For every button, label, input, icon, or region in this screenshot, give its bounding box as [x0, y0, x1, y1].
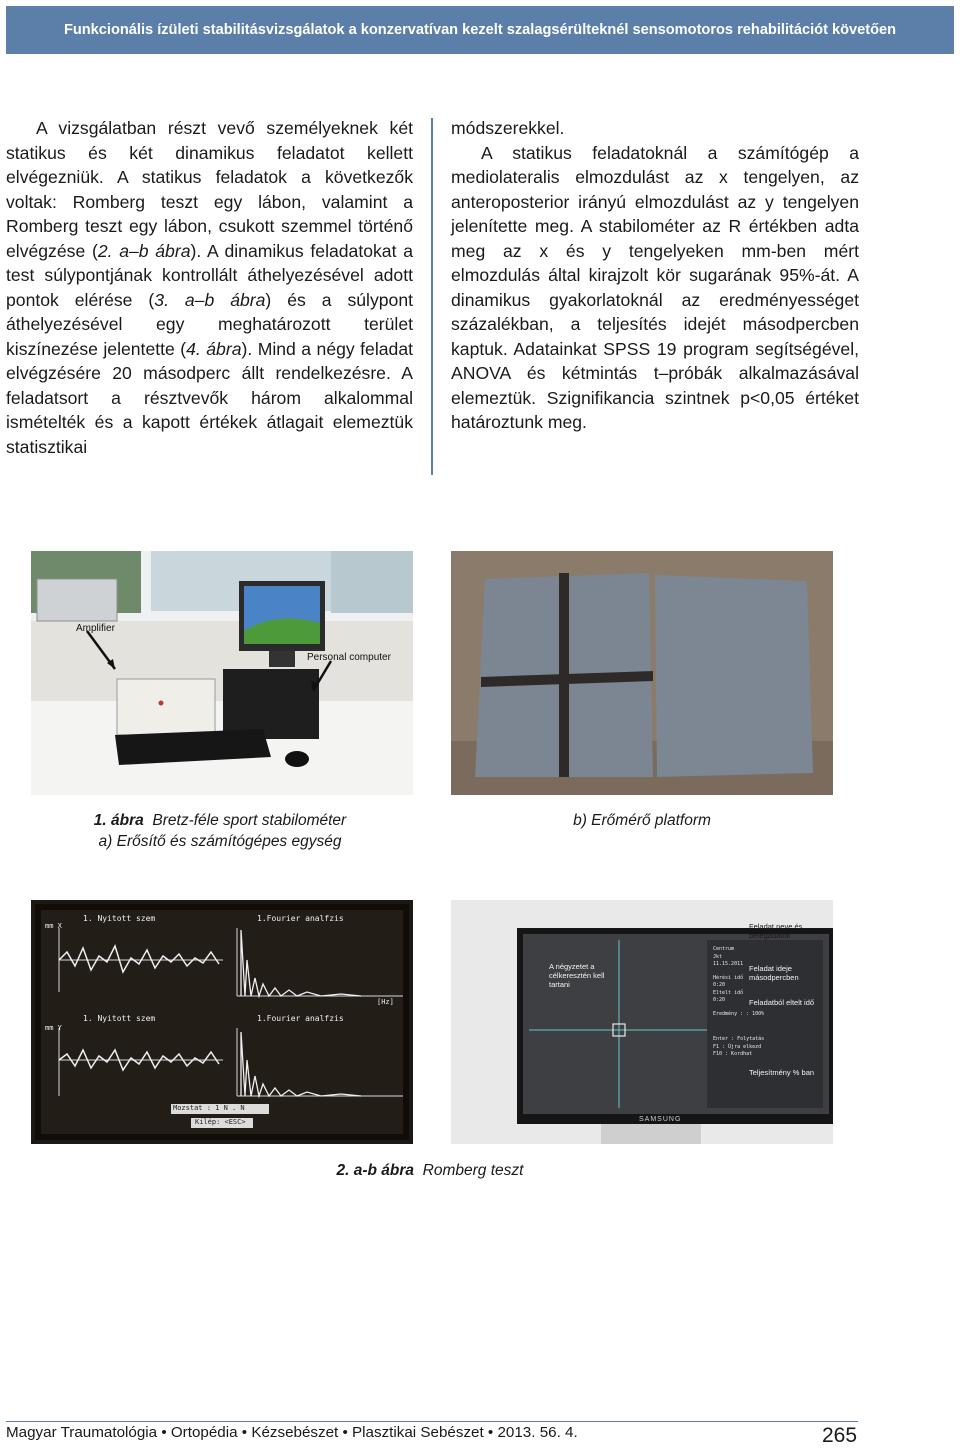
annotation-elapsed-time: Feladatból eltelt idő	[749, 998, 815, 1007]
text-run: A vizsgálatban részt vevő személyeknek két statikus és két dinamikus feladatot kellett elvégezniük. A statikus feladatok a következők voltak: Romberg teszt egy lábon, valamint a Romberg teszt egy lábon, csukott szemmel történő elvégzése (	[6, 118, 413, 261]
figure-title: Romberg teszt	[422, 1162, 524, 1179]
screen-brand: SAMSUNG	[639, 1116, 682, 1123]
figure1-caption-b	[532, 810, 752, 831]
figure-reference: 4. ábra	[186, 338, 242, 359]
info-line: 0:20	[713, 997, 726, 1003]
screen-title-bottom-left: 1. Nyitott szem	[83, 1014, 156, 1023]
info-line: Centrum	[713, 946, 735, 952]
figure-number: 1. ábra	[93, 812, 144, 829]
screen-exit-text: Kilép: <ESC>	[195, 1118, 246, 1126]
photo-label-amplifier: Amplifier	[76, 623, 115, 634]
info-line: Enter : Folytatás	[713, 1036, 765, 1042]
photo-romberg-crosshair-screen	[451, 900, 833, 1144]
running-header-title: Funkcionális ízületi stabilitásvizsgálatok a konzervatívan kezelt szalagsérülteknél sensomotoros rehabilitációt követően	[63, 22, 897, 38]
info-line: F10 : Kordhat	[713, 1051, 753, 1057]
running-header	[6, 6, 954, 54]
info-line: Eredmény : : 100%	[713, 1010, 765, 1017]
text-run: ). A dinamikus feladatokat a test súlypontjának kontrollált áthelyezésével adott pontok elérése (	[6, 240, 413, 310]
info-line: 0:20	[713, 982, 726, 988]
figure-subcaption: b) Erőmérő platform	[573, 812, 711, 829]
text-run: ) és a súlypont áthelyezésével egy meghatározott terület kiszínezése jelentette (	[6, 289, 413, 359]
body-column-right	[451, 116, 859, 435]
figure-reference: 3. a–b ábra	[154, 289, 266, 310]
photo-stabilometer-signal-screen	[31, 900, 413, 1144]
info-line: 11.15.2011	[713, 961, 744, 967]
screen-title-top-right: 1.Fourier analfzis	[257, 914, 344, 923]
photo-force-platform	[451, 551, 833, 795]
screen-axis-bottom: mm Y	[45, 1024, 62, 1032]
figure-title: Bretz-féle sport stabilométer	[152, 812, 347, 829]
page-number: 265	[822, 1424, 858, 1447]
info-line: Eltelt idő	[713, 989, 744, 996]
annotation-task: A négyzetet a célkeresztén kell tartani	[549, 962, 605, 989]
paragraph-methods	[6, 116, 413, 459]
body-column-left	[6, 116, 413, 459]
column-divider	[431, 118, 433, 475]
paragraph-continuation: módszerekkel.	[451, 118, 565, 138]
photo-label-personal-computer: Personal computer	[307, 652, 391, 663]
screen-status-text: Mozstat : 1 N . N	[173, 1104, 245, 1112]
annotation-performance: Teljesítmény % ban	[749, 1068, 815, 1077]
footer-rule	[6, 1421, 858, 1422]
text-run: A statikus feladatoknál a számítógép a mediolateralis elmozdulást az x tengelyen, az anteroposterior irányú elmozdulást az y tengelyen jelenítette meg. A stabilométer az R értékben adta meg az x és y tengelyeken mm-ben mért elmozdulás által kirajzolt kör sugarának 95%-át. A dinamikus gyakorlatoknál az eredményességet százalékban, a teljesítés idejét másodpercben kaptuk. Adatainkat SPSS 19 program segítségével, ANOVA és kétmintás t–próbák alkalmazásával elemeztük. Szignifikancia szintnek p<0,05 értéket határoztunk meg.	[451, 142, 859, 432]
annotation-task-name: Feladat neve és betegadatok	[749, 922, 803, 940]
figure2-caption	[250, 1160, 610, 1181]
figure-reference: 2. a–b ábra	[97, 240, 191, 261]
screen-info-panel	[713, 946, 765, 1059]
screen-hz-label: [Hz]	[377, 998, 394, 1006]
photo-amplifier-and-computer	[31, 551, 413, 795]
info-line: Jkt	[713, 953, 723, 960]
figure-number: 2. a-b ábra	[336, 1162, 415, 1179]
footer-journal: Magyar Traumatológia • Ortopédia • Kézsebészet • Plasztikai Sebészet • 2013. 56. 4.	[6, 1424, 578, 1441]
info-line: Hérési idő	[713, 974, 744, 981]
figure1-caption-a	[60, 810, 380, 852]
screen-title-top-left: 1. Nyitott szem	[83, 914, 156, 923]
annotation-task-time: Feladat ideje másodpercben	[749, 964, 799, 982]
paragraph-statistics	[451, 141, 859, 435]
info-line: F1 : Újra elkezd	[713, 1043, 762, 1050]
screen-axis-top: mm X	[45, 922, 62, 930]
screen-title-bottom-right: 1.Fourier analfzis	[257, 1014, 344, 1023]
text-run: ). Mind a négy feladat elvégzésére 20 másodperc állt rendelkezésre. A feladatsort a résztvevők három alkalommal ismételték és a kapott értékek átlagait elemeztük statisztikai	[6, 338, 413, 457]
figure-subcaption: a) Erősítő és számítógépes egység	[98, 833, 342, 850]
